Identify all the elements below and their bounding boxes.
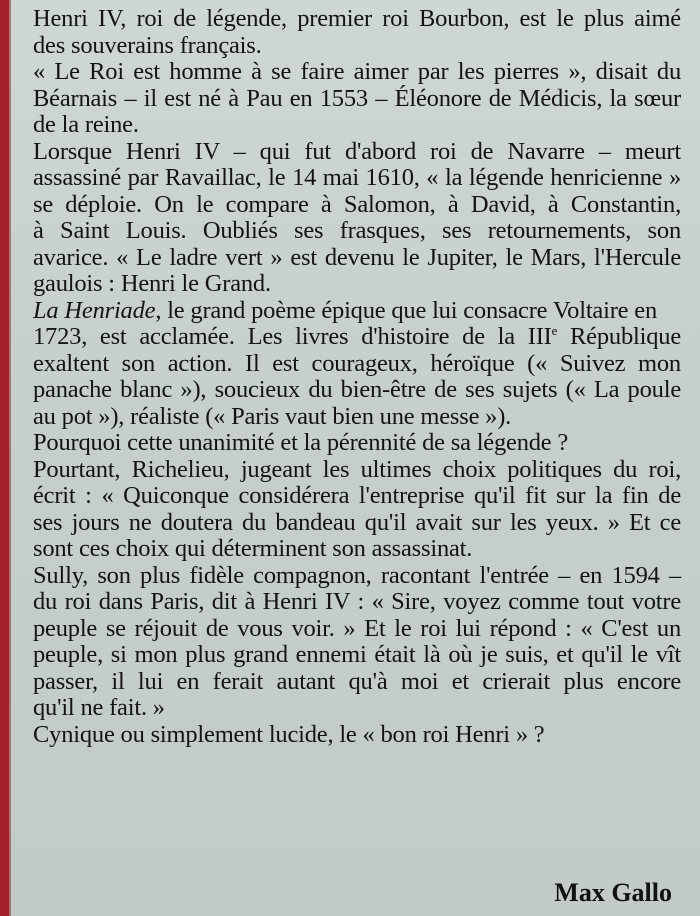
author-signature: Max Gallo bbox=[554, 878, 672, 907]
p3-line-4: à Saint Louis. Oubliés ses frasques, ses retournements, son bbox=[33, 217, 681, 244]
p3-line-2: assassiné par Ravaillac, le 14 mai 1610, « la légende henricienne » bbox=[33, 164, 681, 191]
p5-line-1: Pourquoi cette unanimité et la pérennité de sa légende ? bbox=[33, 429, 569, 456]
p3-line-3: se déploie. On le compare à Salomon, à David, à Constantin, bbox=[33, 190, 681, 218]
p6-line-4: sont ces choix qui déterminent son assassinat. bbox=[33, 535, 473, 562]
p3-line-1: Lorsque Henri IV – qui fut d'abord roi de Navarre – meurt bbox=[33, 137, 681, 165]
p7-line-5: passer, il lui en ferait autant qu'à moi et crierait plus encore bbox=[33, 667, 681, 695]
p1-line-1: Henri IV, roi de légende, premier roi Bourbon, est le plus aimé bbox=[33, 5, 681, 32]
p7-line-1: Sully, son plus fidèle compagnon, racontant l'entrée – en 1594 – bbox=[33, 561, 681, 589]
p3-line-5: avarice. « Le ladre vert » est devenu le Jupiter, le Mars, l'Hercule bbox=[33, 243, 681, 271]
p6-line-1: Pourtant, Richelieu, jugeant les ultimes choix politiques du roi, bbox=[33, 455, 681, 483]
blurb-text bbox=[33, 6, 681, 748]
book-spine-edge bbox=[0, 0, 9, 916]
p8-line-1: Cynique ou simplement lucide, le « bon roi Henri » ? bbox=[33, 720, 545, 748]
p4-line-2-before: 1723, est acclamée. Les livres d'histoire de la III bbox=[33, 323, 552, 350]
book-title-la-henriade: La Henriade bbox=[33, 296, 156, 324]
p4-line-2-after: République bbox=[557, 323, 681, 350]
p4-line-5: au pot »), réaliste (« Paris vaut bien une messe »). bbox=[33, 402, 512, 430]
p6-line-3: ses jours ne doutera du bandeau qu'il avait sur les yeux. » Et ce bbox=[33, 508, 681, 536]
p7-line-2: du roi dans Paris, dit à Henri IV : « Sire, voyez comme tout votre bbox=[33, 588, 681, 615]
p4-line-3: exaltent son action. Il est courageux, héroïque (« Suivez mon bbox=[33, 349, 681, 377]
p2-line-2: Béarnais – il est né à Pau en 1553 – Éléonore de Médicis, la sœur bbox=[33, 84, 681, 112]
p7-line-6: qu'il ne fait. » bbox=[33, 694, 165, 721]
p4-line-4: panache blanc »), soucieux du bien-être de ses sujets (« La poule bbox=[33, 376, 681, 403]
spine-shadow bbox=[9, 0, 11, 916]
p7-line-3: peuple se réjouit de vous voir. » Et le roi lui répond : « C'est un bbox=[33, 614, 681, 642]
p6-line-2: écrit : « Quiconque considérera l'entreprise qu'il fit sur la fin de bbox=[33, 482, 681, 509]
p7-line-4: peuple, si mon plus grand ennemi était là où je suis, et qu'il le vît bbox=[33, 641, 681, 668]
p2-line-3: de la reine. bbox=[33, 111, 139, 138]
p1-line-2: des souverains français. bbox=[33, 31, 262, 59]
p3-line-6: gaulois : Henri le Grand. bbox=[33, 270, 271, 297]
p4-line-2-sup: e bbox=[551, 323, 558, 338]
p4-line-1 bbox=[33, 298, 681, 325]
p2-line-1: « Le Roi est homme à se faire aimer par les pierres », disait du bbox=[33, 58, 681, 85]
p4-line-1-rest: , le grand poème épique que lui consacre Voltaire en bbox=[155, 296, 657, 324]
p4-line-2 bbox=[33, 324, 681, 351]
